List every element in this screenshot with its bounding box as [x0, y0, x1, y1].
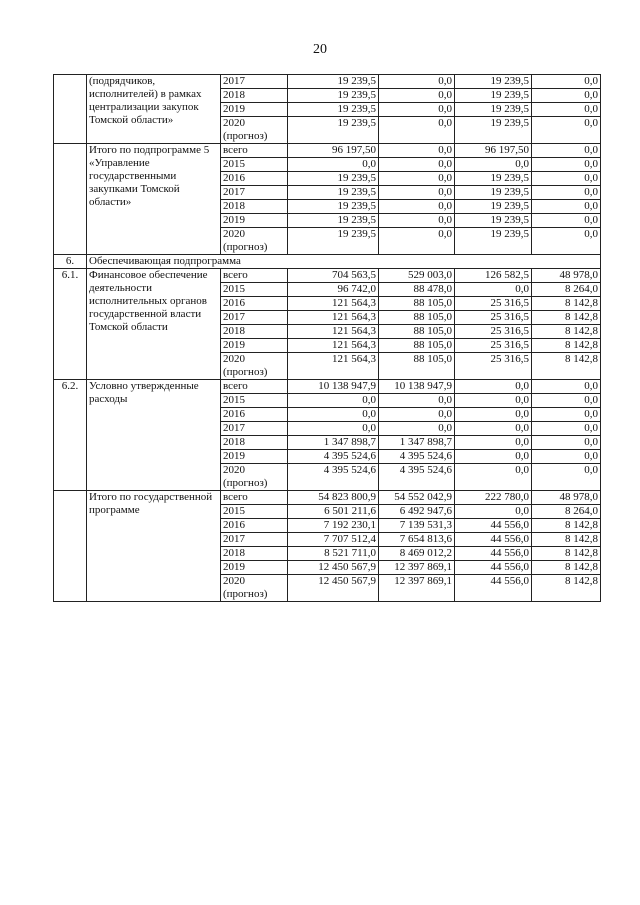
value-cell: 0,0	[532, 75, 601, 89]
value-cell: 19 239,5	[288, 200, 379, 214]
value-cell: 0,0	[532, 158, 601, 172]
year-cell: 2016	[221, 172, 288, 186]
value-cell: 0,0	[455, 422, 532, 436]
value-cell: 25 316,5	[455, 353, 532, 380]
value-cell: 121 564,3	[288, 339, 379, 353]
value-cell: 25 316,5	[455, 297, 532, 311]
year-cell: 2020 (прогноз)	[221, 228, 288, 255]
year-cell: 2016	[221, 519, 288, 533]
value-cell: 0,0	[532, 214, 601, 228]
value-cell: 54 552 042,9	[379, 491, 455, 505]
value-cell: 121 564,3	[288, 297, 379, 311]
value-cell: 7 707 512,4	[288, 533, 379, 547]
value-cell: 19 239,5	[288, 228, 379, 255]
value-cell: 8 142,8	[532, 547, 601, 561]
value-cell: 19 239,5	[455, 228, 532, 255]
value-cell: 12 450 567,9	[288, 561, 379, 575]
value-cell: 0,0	[532, 186, 601, 200]
value-cell: 704 563,5	[288, 269, 379, 283]
value-cell: 0,0	[455, 380, 532, 394]
table-row	[54, 269, 601, 283]
value-cell: 19 239,5	[288, 186, 379, 200]
value-cell: 121 564,3	[288, 325, 379, 339]
value-cell: 19 239,5	[455, 117, 532, 144]
value-cell: 0,0	[532, 228, 601, 255]
value-cell: 0,0	[532, 144, 601, 158]
value-cell: 0,0	[379, 158, 455, 172]
value-cell: 8 142,8	[532, 325, 601, 339]
value-cell: 25 316,5	[455, 311, 532, 325]
value-cell: 0,0	[379, 117, 455, 144]
table-row	[54, 380, 601, 394]
value-cell: 8 142,8	[532, 339, 601, 353]
year-cell: 2017	[221, 533, 288, 547]
value-cell: 8 142,8	[532, 533, 601, 547]
value-cell: 10 138 947,9	[288, 380, 379, 394]
item-name: (подрядчиков, исполнителей) в рамках централизации закупок Томской области»	[87, 75, 221, 144]
section-title: Обеспечивающая подпрограмма	[87, 255, 601, 269]
year-cell: 2019	[221, 103, 288, 117]
value-cell: 0,0	[532, 450, 601, 464]
value-cell: 0,0	[455, 283, 532, 297]
year-cell: 2018	[221, 325, 288, 339]
item-number	[54, 144, 87, 255]
year-cell: 2018	[221, 89, 288, 103]
value-cell: 0,0	[288, 158, 379, 172]
value-cell: 0,0	[379, 144, 455, 158]
value-cell: 19 239,5	[288, 89, 379, 103]
value-cell: 0,0	[455, 450, 532, 464]
year-cell: 2016	[221, 297, 288, 311]
value-cell: 0,0	[532, 380, 601, 394]
year-cell: 2017	[221, 311, 288, 325]
section-number: 6.	[54, 255, 87, 269]
value-cell: 25 316,5	[455, 325, 532, 339]
table-row	[54, 75, 601, 89]
table-row	[54, 491, 601, 505]
value-cell: 0,0	[288, 422, 379, 436]
value-cell: 4 395 524,6	[379, 450, 455, 464]
value-cell: 0,0	[288, 394, 379, 408]
year-cell: 2020 (прогноз)	[221, 353, 288, 380]
year-cell: 2020 (прогноз)	[221, 117, 288, 144]
value-cell: 6 492 947,6	[379, 505, 455, 519]
value-cell: 19 239,5	[455, 89, 532, 103]
year-cell: всего	[221, 269, 288, 283]
value-cell: 25 316,5	[455, 339, 532, 353]
value-cell: 19 239,5	[455, 186, 532, 200]
value-cell: 0,0	[532, 89, 601, 103]
budget-table	[53, 74, 601, 602]
value-cell: 8 264,0	[532, 505, 601, 519]
year-cell: 2015	[221, 505, 288, 519]
year-cell: всего	[221, 144, 288, 158]
item-number: 6.2.	[54, 380, 87, 491]
value-cell: 19 239,5	[455, 103, 532, 117]
value-cell: 0,0	[532, 200, 601, 214]
year-cell: 2020 (прогноз)	[221, 464, 288, 491]
value-cell: 0,0	[379, 75, 455, 89]
value-cell: 0,0	[455, 464, 532, 491]
value-cell: 12 397 869,1	[379, 561, 455, 575]
value-cell: 19 239,5	[288, 172, 379, 186]
value-cell: 0,0	[532, 464, 601, 491]
value-cell: 8 264,0	[532, 283, 601, 297]
year-cell: 2017	[221, 422, 288, 436]
value-cell: 0,0	[532, 422, 601, 436]
year-cell: 2016	[221, 408, 288, 422]
value-cell: 0,0	[288, 408, 379, 422]
value-cell: 12 450 567,9	[288, 575, 379, 602]
year-cell: 2019	[221, 561, 288, 575]
value-cell: 6 501 211,6	[288, 505, 379, 519]
value-cell: 0,0	[379, 103, 455, 117]
value-cell: 0,0	[532, 408, 601, 422]
value-cell: 8 142,8	[532, 575, 601, 602]
value-cell: 44 556,0	[455, 547, 532, 561]
value-cell: 88 105,0	[379, 311, 455, 325]
value-cell: 0,0	[379, 408, 455, 422]
value-cell: 0,0	[455, 158, 532, 172]
value-cell: 0,0	[379, 394, 455, 408]
value-cell: 88 478,0	[379, 283, 455, 297]
table-row	[54, 144, 601, 158]
value-cell: 7 139 531,3	[379, 519, 455, 533]
year-cell: 2015	[221, 158, 288, 172]
value-cell: 0,0	[532, 436, 601, 450]
value-cell: 8 142,8	[532, 353, 601, 380]
value-cell: 12 397 869,1	[379, 575, 455, 602]
value-cell: 126 582,5	[455, 269, 532, 283]
value-cell: 19 239,5	[288, 214, 379, 228]
value-cell: 0,0	[379, 422, 455, 436]
value-cell: 44 556,0	[455, 519, 532, 533]
value-cell: 96 197,50	[288, 144, 379, 158]
value-cell: 88 105,0	[379, 353, 455, 380]
value-cell: 4 395 524,6	[288, 464, 379, 491]
value-cell: 0,0	[379, 228, 455, 255]
value-cell: 44 556,0	[455, 561, 532, 575]
value-cell: 1 347 898,7	[288, 436, 379, 450]
value-cell: 0,0	[532, 394, 601, 408]
value-cell: 88 105,0	[379, 325, 455, 339]
year-cell: всего	[221, 380, 288, 394]
year-cell: 2017	[221, 75, 288, 89]
value-cell: 19 239,5	[455, 214, 532, 228]
value-cell: 96 197,50	[455, 144, 532, 158]
year-cell: всего	[221, 491, 288, 505]
value-cell: 121 564,3	[288, 353, 379, 380]
year-cell: 2019	[221, 339, 288, 353]
value-cell: 19 239,5	[288, 75, 379, 89]
year-cell: 2018	[221, 200, 288, 214]
budget-table-body	[54, 75, 601, 602]
value-cell: 0,0	[379, 186, 455, 200]
year-cell: 2015	[221, 394, 288, 408]
value-cell: 0,0	[532, 172, 601, 186]
value-cell: 8 142,8	[532, 311, 601, 325]
value-cell: 54 823 800,9	[288, 491, 379, 505]
item-name: Итого по государственной программе	[87, 491, 221, 602]
year-cell: 2015	[221, 283, 288, 297]
value-cell: 19 239,5	[455, 200, 532, 214]
value-cell: 19 239,5	[288, 103, 379, 117]
year-cell: 2018	[221, 436, 288, 450]
value-cell: 8 142,8	[532, 519, 601, 533]
value-cell: 88 105,0	[379, 339, 455, 353]
value-cell: 44 556,0	[455, 575, 532, 602]
value-cell: 7 192 230,1	[288, 519, 379, 533]
value-cell: 529 003,0	[379, 269, 455, 283]
item-name: Условно утвержденные расходы	[87, 380, 221, 491]
value-cell: 0,0	[455, 436, 532, 450]
value-cell: 0,0	[455, 394, 532, 408]
value-cell: 0,0	[379, 200, 455, 214]
value-cell: 19 239,5	[455, 75, 532, 89]
item-number	[54, 491, 87, 602]
value-cell: 10 138 947,9	[379, 380, 455, 394]
value-cell: 8 142,8	[532, 297, 601, 311]
value-cell: 0,0	[379, 214, 455, 228]
item-name: Финансовое обеспечение деятельности исполнительных органов государственной власти Томской области	[87, 269, 221, 380]
section-row	[54, 255, 601, 269]
value-cell: 0,0	[455, 505, 532, 519]
value-cell: 19 239,5	[288, 117, 379, 144]
year-cell: 2020 (прогноз)	[221, 575, 288, 602]
value-cell: 44 556,0	[455, 533, 532, 547]
value-cell: 4 395 524,6	[379, 464, 455, 491]
year-cell: 2018	[221, 547, 288, 561]
value-cell: 7 654 813,6	[379, 533, 455, 547]
value-cell: 222 780,0	[455, 491, 532, 505]
value-cell: 0,0	[379, 89, 455, 103]
value-cell: 0,0	[532, 117, 601, 144]
value-cell: 8 469 012,2	[379, 547, 455, 561]
value-cell: 1 347 898,7	[379, 436, 455, 450]
value-cell: 96 742,0	[288, 283, 379, 297]
value-cell: 48 978,0	[532, 491, 601, 505]
item-number	[54, 75, 87, 144]
year-cell: 2017	[221, 186, 288, 200]
year-cell: 2019	[221, 214, 288, 228]
value-cell: 8 142,8	[532, 561, 601, 575]
value-cell: 4 395 524,6	[288, 450, 379, 464]
item-name: Итого по подпрограмме 5 «Управление государственными закупками Томской области»	[87, 144, 221, 255]
value-cell: 121 564,3	[288, 311, 379, 325]
value-cell: 88 105,0	[379, 297, 455, 311]
value-cell: 8 521 711,0	[288, 547, 379, 561]
value-cell: 0,0	[532, 103, 601, 117]
item-number: 6.1.	[54, 269, 87, 380]
value-cell: 48 978,0	[532, 269, 601, 283]
value-cell: 19 239,5	[455, 172, 532, 186]
value-cell: 0,0	[455, 408, 532, 422]
value-cell: 0,0	[379, 172, 455, 186]
year-cell: 2019	[221, 450, 288, 464]
page-number: 20	[313, 42, 327, 57]
